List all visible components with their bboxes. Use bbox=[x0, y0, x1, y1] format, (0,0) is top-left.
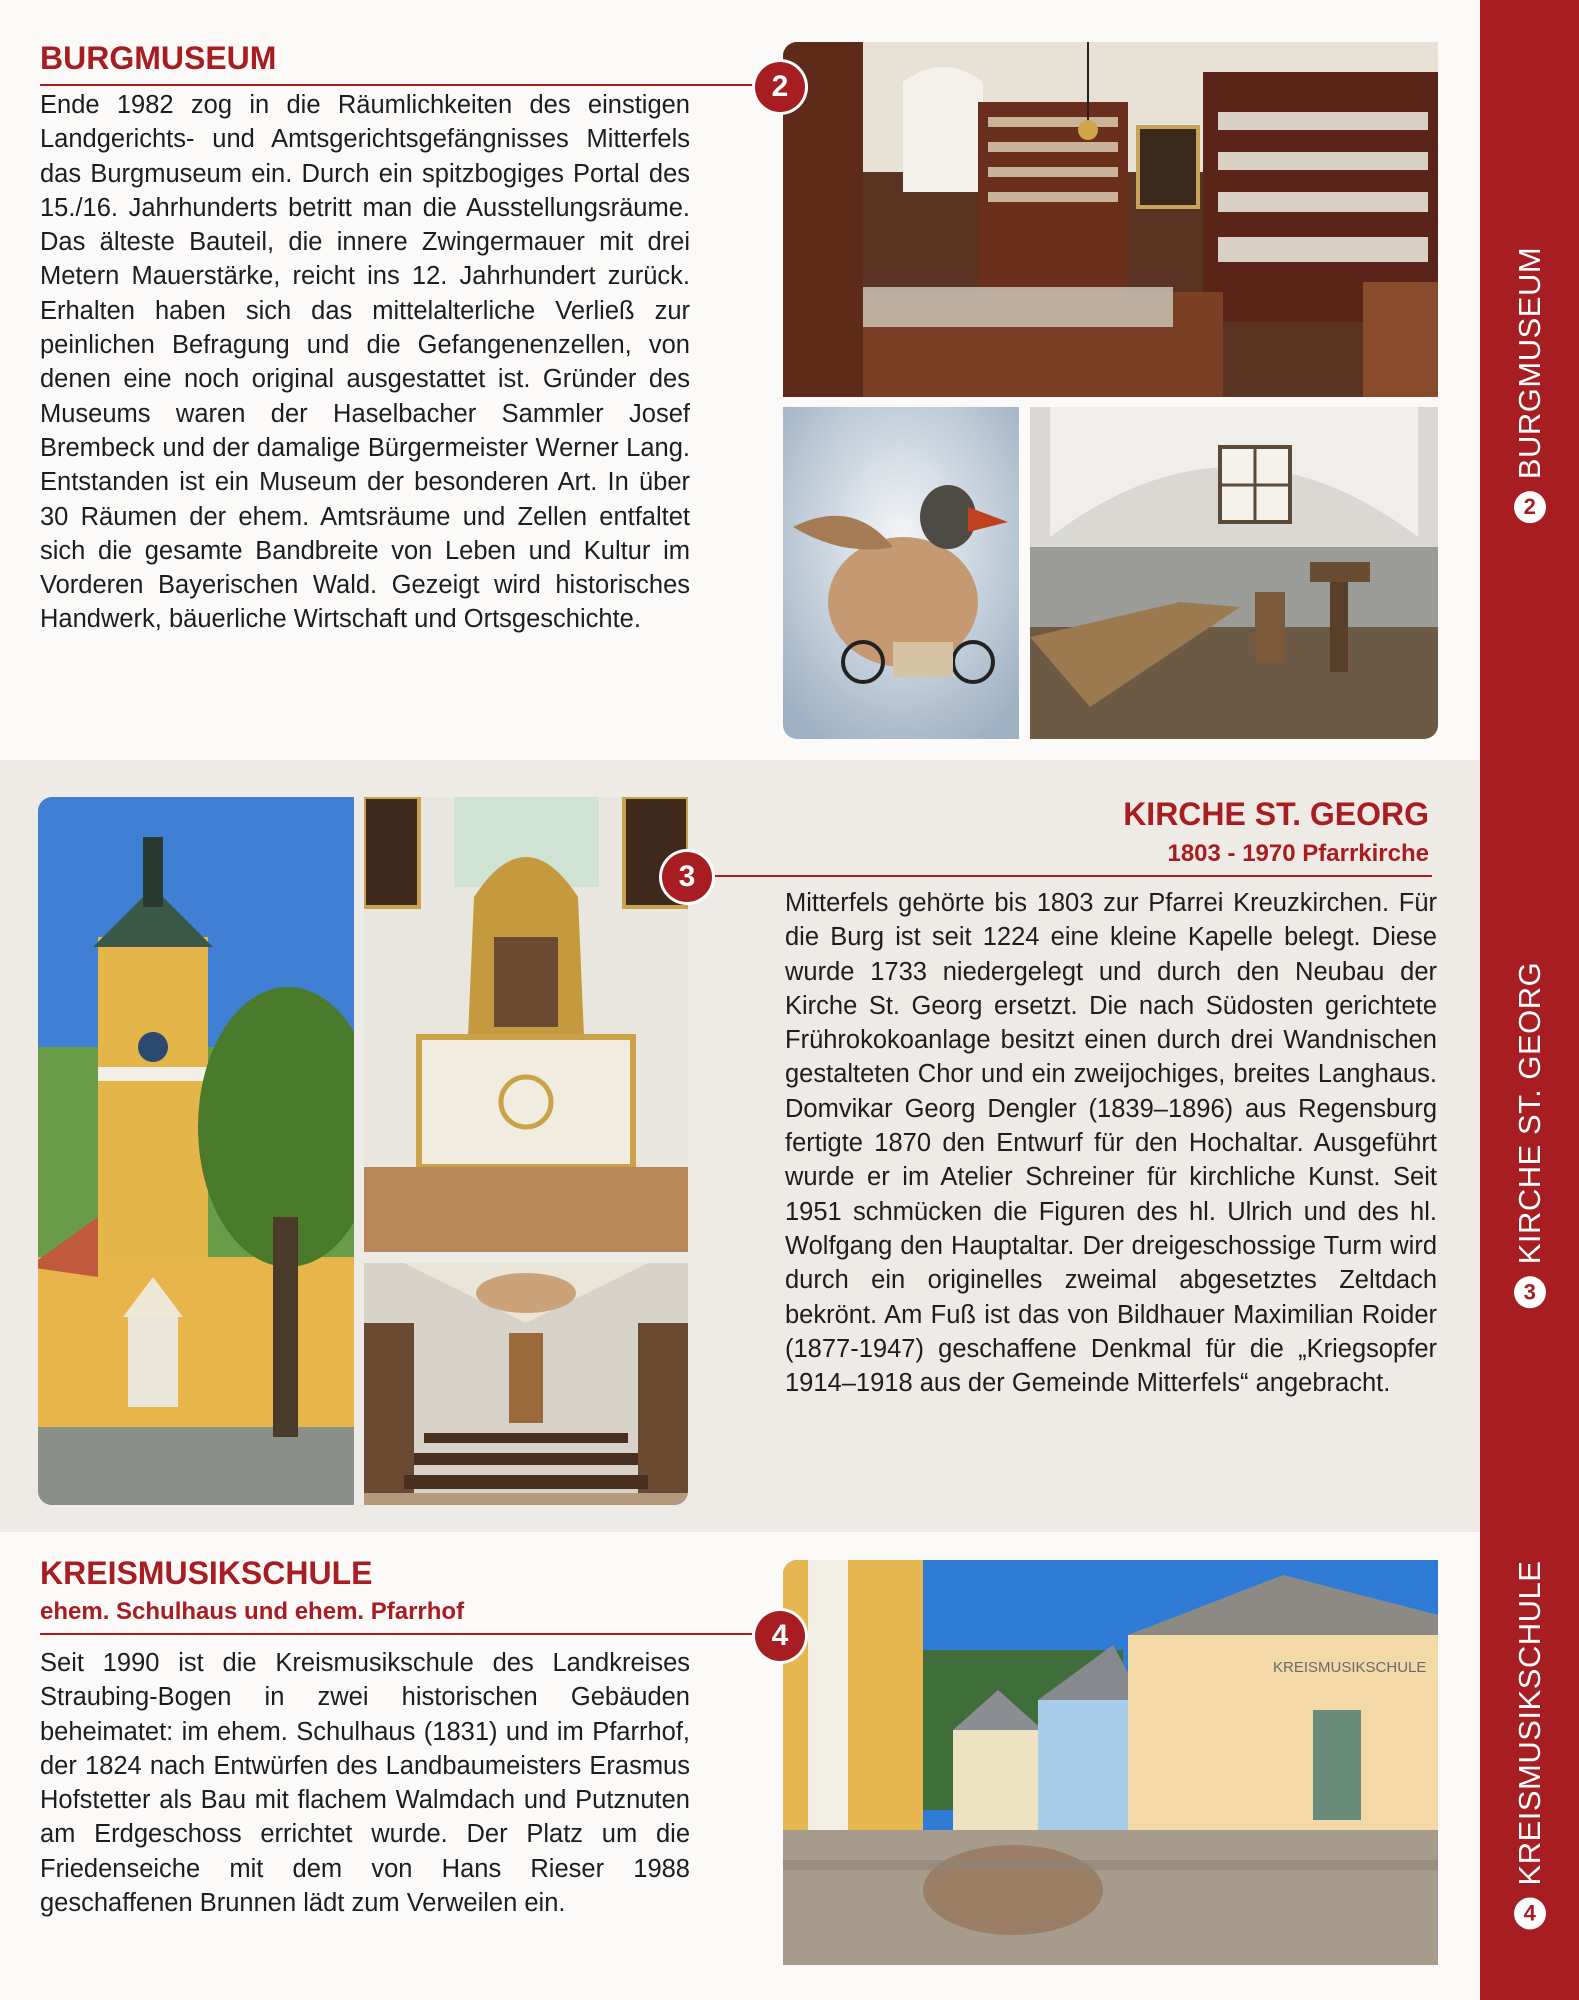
section-subtitle-kreismusikschule: ehem. Schulhaus und ehem. Pfarrhof bbox=[40, 1598, 465, 1625]
music-school-photo bbox=[783, 1560, 1438, 1965]
sidebar-item-label: BURGMUSEUM bbox=[1512, 246, 1547, 480]
church-exterior-photo bbox=[38, 797, 354, 1505]
school-sign: KREISMUSIKSCHULE bbox=[1273, 1659, 1427, 1676]
section-number-badge: 3 bbox=[662, 852, 712, 902]
title-rule bbox=[690, 875, 1432, 877]
sidebar-item-kreismusikschule[interactable] bbox=[1512, 1561, 1548, 1930]
church-interior-photo bbox=[364, 1263, 688, 1505]
section-number-badge: 2 bbox=[755, 62, 805, 112]
side-altar-photo bbox=[364, 797, 688, 1252]
title-rule bbox=[40, 1633, 780, 1635]
toy-duck-photo bbox=[783, 407, 1019, 739]
section-number-badge: 4 bbox=[755, 1611, 805, 1661]
section-title-kirche: KIRCHE ST. GEORG bbox=[1123, 796, 1429, 832]
sidebar-item-number: 4 bbox=[1514, 1897, 1546, 1929]
sidebar-item-kirche[interactable] bbox=[1512, 962, 1548, 1309]
prison-cell-photo bbox=[1030, 407, 1438, 739]
section-subtitle-kirche: 1803 - 1970 Pfarrkirche bbox=[1167, 840, 1429, 867]
section-title-burgmuseum: BURGMUSEUM bbox=[40, 40, 277, 76]
pharmacy-room-photo bbox=[783, 42, 1438, 397]
section-title-kreismusikschule: KREISMUSIKSCHULE bbox=[40, 1555, 373, 1591]
sidebar-item-number: 2 bbox=[1514, 491, 1546, 523]
section-body-text: Ende 1982 zog in die Räumlichkeiten des einstigen Landgerichts- und Amtsgerichtsgefängnisses Mitterfels das Burgmuseum ein. Durch ein spitzbogiges Portal des 15./16. Jahrhunderts betritt man die Ausstellungsräume. Das älteste Bauteil, die innere Zwingermauer mit drei Metern Mauerstärke, reicht ins 12. Jahrhundert zurück. Erhalten haben sich das mittelalterliche Verließ zur peinlichen Befragung und die Gefangenenzellen, von denen eine noch original ausgestattet ist. Gründer des Museums waren der Haselbacher Sammler Josef Brembeck und der damalige Bürgermeister Werner Lang. Entstanden ist ein Museum der besonderen Art. In über 30 Räumen der ehem. Amtsräume und Zellen entfaltet sich die gesamte Bandbreite von Leben und Kultur im Vorderen Bayerischen Wald. Gezeigt wird historisches Handwerk, bäuerliche Wirtschaft und Ortsgeschichte. bbox=[40, 91, 690, 634]
sidebar-item-burgmuseum[interactable] bbox=[1512, 247, 1548, 523]
sidebar-item-label: KIRCHE ST. GEORG bbox=[1512, 961, 1547, 1265]
sidebar-item-number: 3 bbox=[1514, 1276, 1546, 1308]
section-body-text: Mitterfels gehörte bis 1803 zur Pfarrei Kreuzkirchen. Für die Burg ist seit 1224 eine kleine Kapelle belegt. Diese wurde 1733 niedergelegt und durch den Neubau der Kirche St. Georg ersetzt. Die nach Südosten gerichtete Frührokokoanlage besitzt einen durch drei Wandnischen gestalteten Chor und ein zweijochiges, breites Langhaus. Domvikar Georg Dengler (1839–1896) aus Regensburg fertigte 1870 den Entwurf für den Hochaltar. Ausgeführt wurde er im Atelier Schreiner für kirchliche Kunst. Seit 1951 schmücken die Figuren des hl. Ulrich und des hl. Wolfgang den Hauptaltar. Der dreigeschossige Turm wird durch ein originelles zweimal abgesetztes Zeltdach bekrönt. Am Fuß ist das von Bildhauer Maximilian Roider (1877-1947) geschaffene Denkmal für die „Kriegsopfer 1914–1918 aus der Gemeinde Mitterfels“ angebracht. bbox=[785, 889, 1437, 1398]
section-body-text: Seit 1990 ist die Kreismusikschule des Landkreises Straubing-Bogen in zwei historischen Gebäuden beheimatet: im ehem. Schulhaus (1831) und im Pfarrhof, der 1824 nach Entwürfen des Landbaumeisters Erasmus Hofstetter als Bau mit flachem Walmdach und Putznuten am Erdgeschoss errichtet wurde. Der Platz um die Friedenseiche mit dem von Hans Rieser 1988 geschaffenen Brunnen lädt zum Verweilen ein. bbox=[40, 1649, 690, 1918]
title-rule bbox=[40, 84, 780, 86]
sidebar-item-label: KREISMUSIKSCHULE bbox=[1512, 1560, 1547, 1886]
